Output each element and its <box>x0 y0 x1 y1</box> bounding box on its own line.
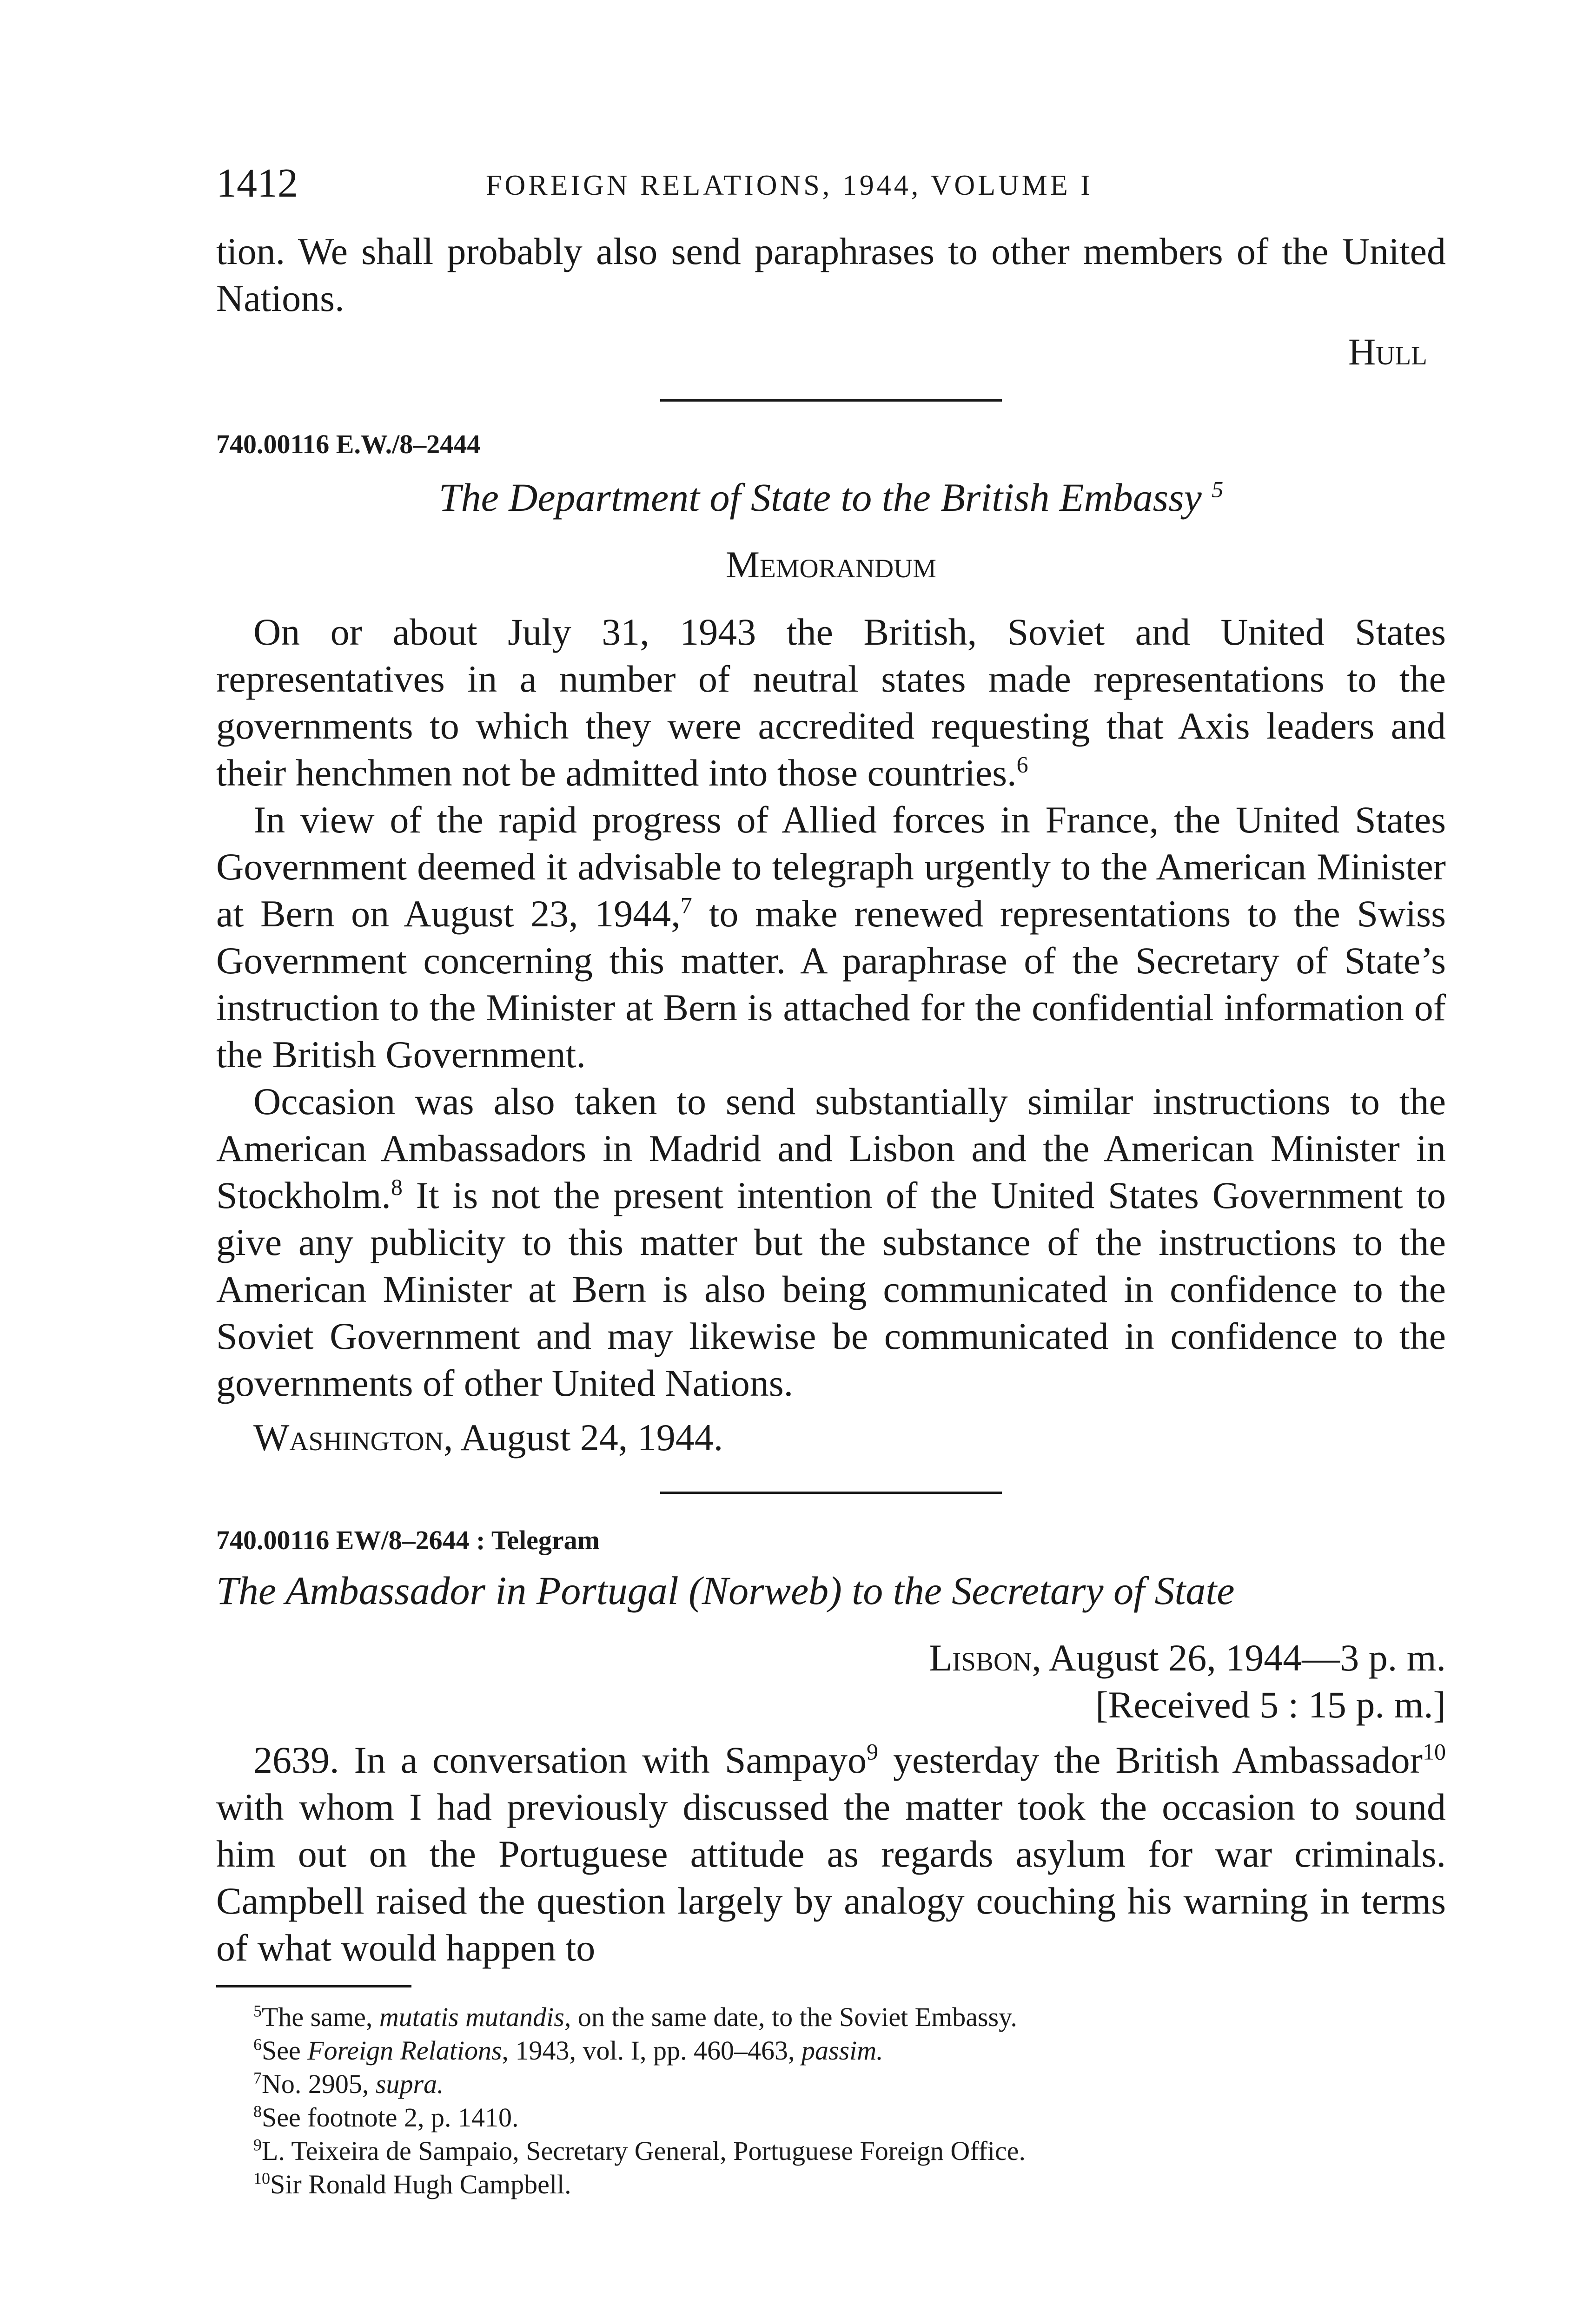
footnote: $^{10}$Sir Ronald Hugh Campbell. <box>253 2169 571 2199</box>
footnote-ref: 9 <box>867 1738 879 1765</box>
footnote-ref: 10 <box>1423 1738 1446 1765</box>
received-line: [Received 5 : 15 p. m.] <box>1095 1684 1446 1726</box>
page-header <box>216 158 1446 228</box>
file-number: 740.00116 EW/8–2644 : Telegram <box>216 1525 600 1555</box>
document-title: The Department of State to the British Embassy $^5$ <box>438 475 1224 520</box>
footnote-ref: 7 <box>680 892 692 918</box>
dateline: Washington, August 24, 1944. <box>253 1416 723 1459</box>
dateline: Lisbon, August 26, 1944—3 p. m. <box>929 1637 1446 1679</box>
footnote-ref: 6 <box>1016 751 1028 778</box>
file-number: 740.00116 E.W./8–2444 <box>216 429 481 459</box>
footnote-ref: 5 <box>1212 476 1224 502</box>
previous-document-ending: tion. We shall probably also send paraphrases to other members of the United Nations. <box>216 230 1446 319</box>
paragraph: On or about July 31, 1943 the British, Soviet and United States representatives in a number of neutral states made representations to the governments to which they were accredited requesting that Axis leaders and their henchmen not be admitted into those countries.$^6$ <box>216 611 1446 794</box>
document-page <box>216 158 1446 2201</box>
footnotes <box>216 2000 1446 2201</box>
footnote: $^7$No. 2905, supra. <box>253 2068 444 2099</box>
footnote: $^6$See Foreign Relations, 1943, vol. I, pp. 460–463, passim. <box>253 2035 883 2066</box>
signature: Hull <box>1348 330 1427 373</box>
document-heading: Memorandum <box>726 543 936 586</box>
footnote-divider <box>216 1985 411 1987</box>
page-number: 1412 <box>216 161 298 206</box>
paragraph: In view of the rapid progress of Allied forces in France, the United States Government deemed it advisable to telegraph urgently to the American Minister at Bern on August 23, 1944,$^7$ to make renewed representations to the Swiss Government concerning this matter. A paraphrase of the Secretary of State’s instruction to the Minister at Bern is attached for the confidential information of the British Government. <box>216 799 1446 1076</box>
document-title: The Ambassador in Portugal (Norweb) to the Secretary of State <box>216 1568 1235 1613</box>
footnote: $^5$The same, mutatis mutandis, on the same date, to the Soviet Embassy. <box>253 2001 1017 2032</box>
running-head: FOREIGN RELATIONS, 1944, VOLUME I <box>486 170 1093 201</box>
footnote: $^8$See footnote 2, p. 1410. <box>253 2102 519 2133</box>
paragraph: Occasion was also taken to send substantially similar instructions to the American Ambassadors in Madrid and Lisbon and the American Minister in Stockholm.$^8$ It is not the present intention of the United States Government to give any publicity to this matter but the substance of the instructions to the American Minister at Bern is also being communicated in confidence to the Soviet Government and may likewise be communicated in confidence to the governments of other United Nations. <box>216 1080 1446 1404</box>
paragraph: 2639. In a conversation with Sampayo$^9$ yesterday the British Ambassador$^{10}$ with whom I had previously discussed the matter took the occasion to sound him out on the Portuguese attitude as regards asylum for war criminals. Campbell raised the question largely by analogy couching his warning in terms of what would happen to <box>216 1738 1446 1969</box>
footnote: $^9$L. Teixeira de Sampaio, Secretary General, Portuguese Foreign Office. <box>253 2135 1026 2166</box>
footnote-ref: 8 <box>391 1174 403 1200</box>
